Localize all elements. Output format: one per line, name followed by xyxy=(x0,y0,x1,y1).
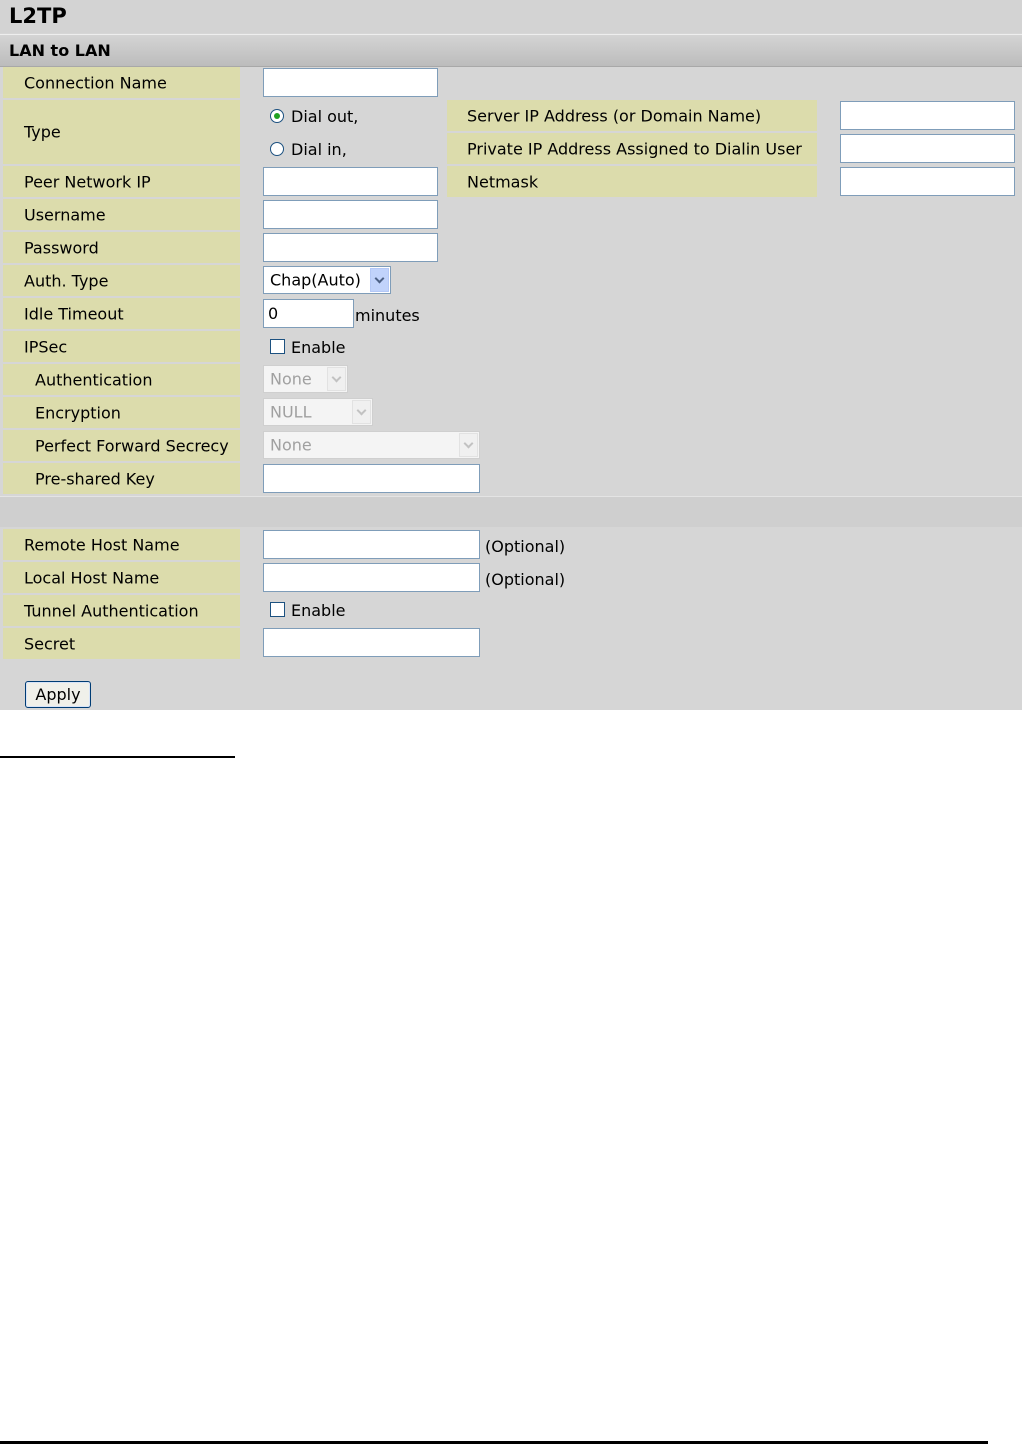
dial-in-radio[interactable] xyxy=(270,142,284,156)
pfs-select[interactable] xyxy=(263,431,480,459)
encryption-label-text: Encryption xyxy=(35,403,121,422)
idle-timeout-unit: minutes xyxy=(355,306,420,325)
connection-name-input[interactable] xyxy=(263,68,438,97)
password-label xyxy=(3,232,240,263)
encryption-select-value: NULL xyxy=(270,402,312,422)
secret-label xyxy=(3,628,240,659)
encryption-select[interactable] xyxy=(263,398,373,426)
connection-name-label xyxy=(3,67,240,98)
password-input[interactable] xyxy=(263,233,438,262)
encryption-label xyxy=(3,397,240,428)
private-ip-input[interactable] xyxy=(840,134,1015,163)
page-title xyxy=(0,0,1022,33)
authentication-select-value: None xyxy=(270,369,312,389)
authentication-label-text: Authentication xyxy=(35,370,153,389)
server-ip-label-text: Server IP Address (or Domain Name) xyxy=(467,106,762,125)
ipsec-enable-label: Enable xyxy=(291,338,346,357)
remote-host-name-input[interactable] xyxy=(263,530,480,559)
ipsec-label-text: IPSec xyxy=(24,337,68,356)
server-ip-input[interactable] xyxy=(840,101,1015,130)
netmask-label-text: Netmask xyxy=(467,172,539,191)
pfs-label xyxy=(3,430,240,461)
pfs-select-value: None xyxy=(270,435,312,455)
auth-type-label-text: Auth. Type xyxy=(24,271,109,290)
private-ip-label xyxy=(447,133,817,164)
peer-network-ip-input[interactable] xyxy=(263,167,438,196)
apply-button[interactable]: Apply xyxy=(25,681,91,708)
pfs-label-text: Perfect Forward Secrecy xyxy=(35,436,229,455)
remote-host-name-label xyxy=(3,529,240,560)
idle-timeout-label xyxy=(3,298,240,329)
tunnel-auth-enable-label: Enable xyxy=(291,601,346,620)
idle-timeout-label-text: Idle Timeout xyxy=(24,304,124,323)
tunnel-auth-label-text: Tunnel Authentication xyxy=(24,601,199,620)
type-label xyxy=(3,100,240,164)
ipsec-label xyxy=(3,331,240,362)
remote-host-name-hint: (Optional) xyxy=(485,537,566,556)
pre-shared-key-label-text: Pre-shared Key xyxy=(35,469,155,488)
username-label-text: Username xyxy=(24,205,106,224)
authentication-select[interactable] xyxy=(263,365,348,393)
page-bottom-rule xyxy=(0,1441,988,1444)
local-host-name-label xyxy=(3,562,240,593)
local-host-name-hint: (Optional) xyxy=(485,570,566,589)
pre-shared-key-label xyxy=(3,463,240,494)
peer-network-ip-label-text: Peer Network IP xyxy=(24,172,151,191)
section-header xyxy=(0,34,1022,67)
l2tp-panel xyxy=(0,0,1022,710)
password-label-text: Password xyxy=(24,238,99,257)
local-host-name-label-text: Local Host Name xyxy=(24,568,160,587)
chevron-down-icon xyxy=(327,367,346,391)
local-host-name-input[interactable] xyxy=(263,563,480,592)
tunnel-auth-enable-checkbox[interactable] xyxy=(270,602,285,617)
chevron-down-icon xyxy=(370,268,389,292)
page-title-text: L2TP xyxy=(9,4,67,28)
dial-in-label: Dial in, xyxy=(291,140,347,159)
remote-host-name-label-text: Remote Host Name xyxy=(24,535,180,554)
server-ip-label xyxy=(447,100,817,131)
username-label xyxy=(3,199,240,230)
idle-timeout-input[interactable] xyxy=(263,299,354,328)
peer-network-ip-label xyxy=(3,166,240,197)
section-header-text: LAN to LAN xyxy=(9,41,111,60)
connection-name-label-text: Connection Name xyxy=(24,73,167,92)
dial-out-label: Dial out, xyxy=(291,107,359,126)
auth-type-label xyxy=(3,265,240,296)
auth-type-select[interactable] xyxy=(263,266,391,294)
username-input[interactable] xyxy=(263,200,438,229)
ipsec-enable-checkbox[interactable] xyxy=(270,339,285,354)
netmask-input[interactable] xyxy=(840,167,1015,196)
chevron-down-icon xyxy=(459,433,478,457)
auth-type-select-value: Chap(Auto) xyxy=(270,270,361,290)
authentication-label xyxy=(3,364,240,395)
dial-out-radio[interactable] xyxy=(270,109,284,123)
netmask-label xyxy=(447,166,817,197)
spacer-row xyxy=(0,496,1022,527)
type-label-text: Type xyxy=(24,122,61,142)
secret-input[interactable] xyxy=(263,628,480,657)
secret-label-text: Secret xyxy=(24,634,76,653)
pre-shared-key-input[interactable] xyxy=(263,464,480,493)
chevron-down-icon xyxy=(352,400,371,424)
footnote-rule xyxy=(0,756,235,758)
private-ip-label-text: Private IP Address Assigned to Dialin User xyxy=(467,139,802,158)
tunnel-auth-label xyxy=(3,595,240,626)
